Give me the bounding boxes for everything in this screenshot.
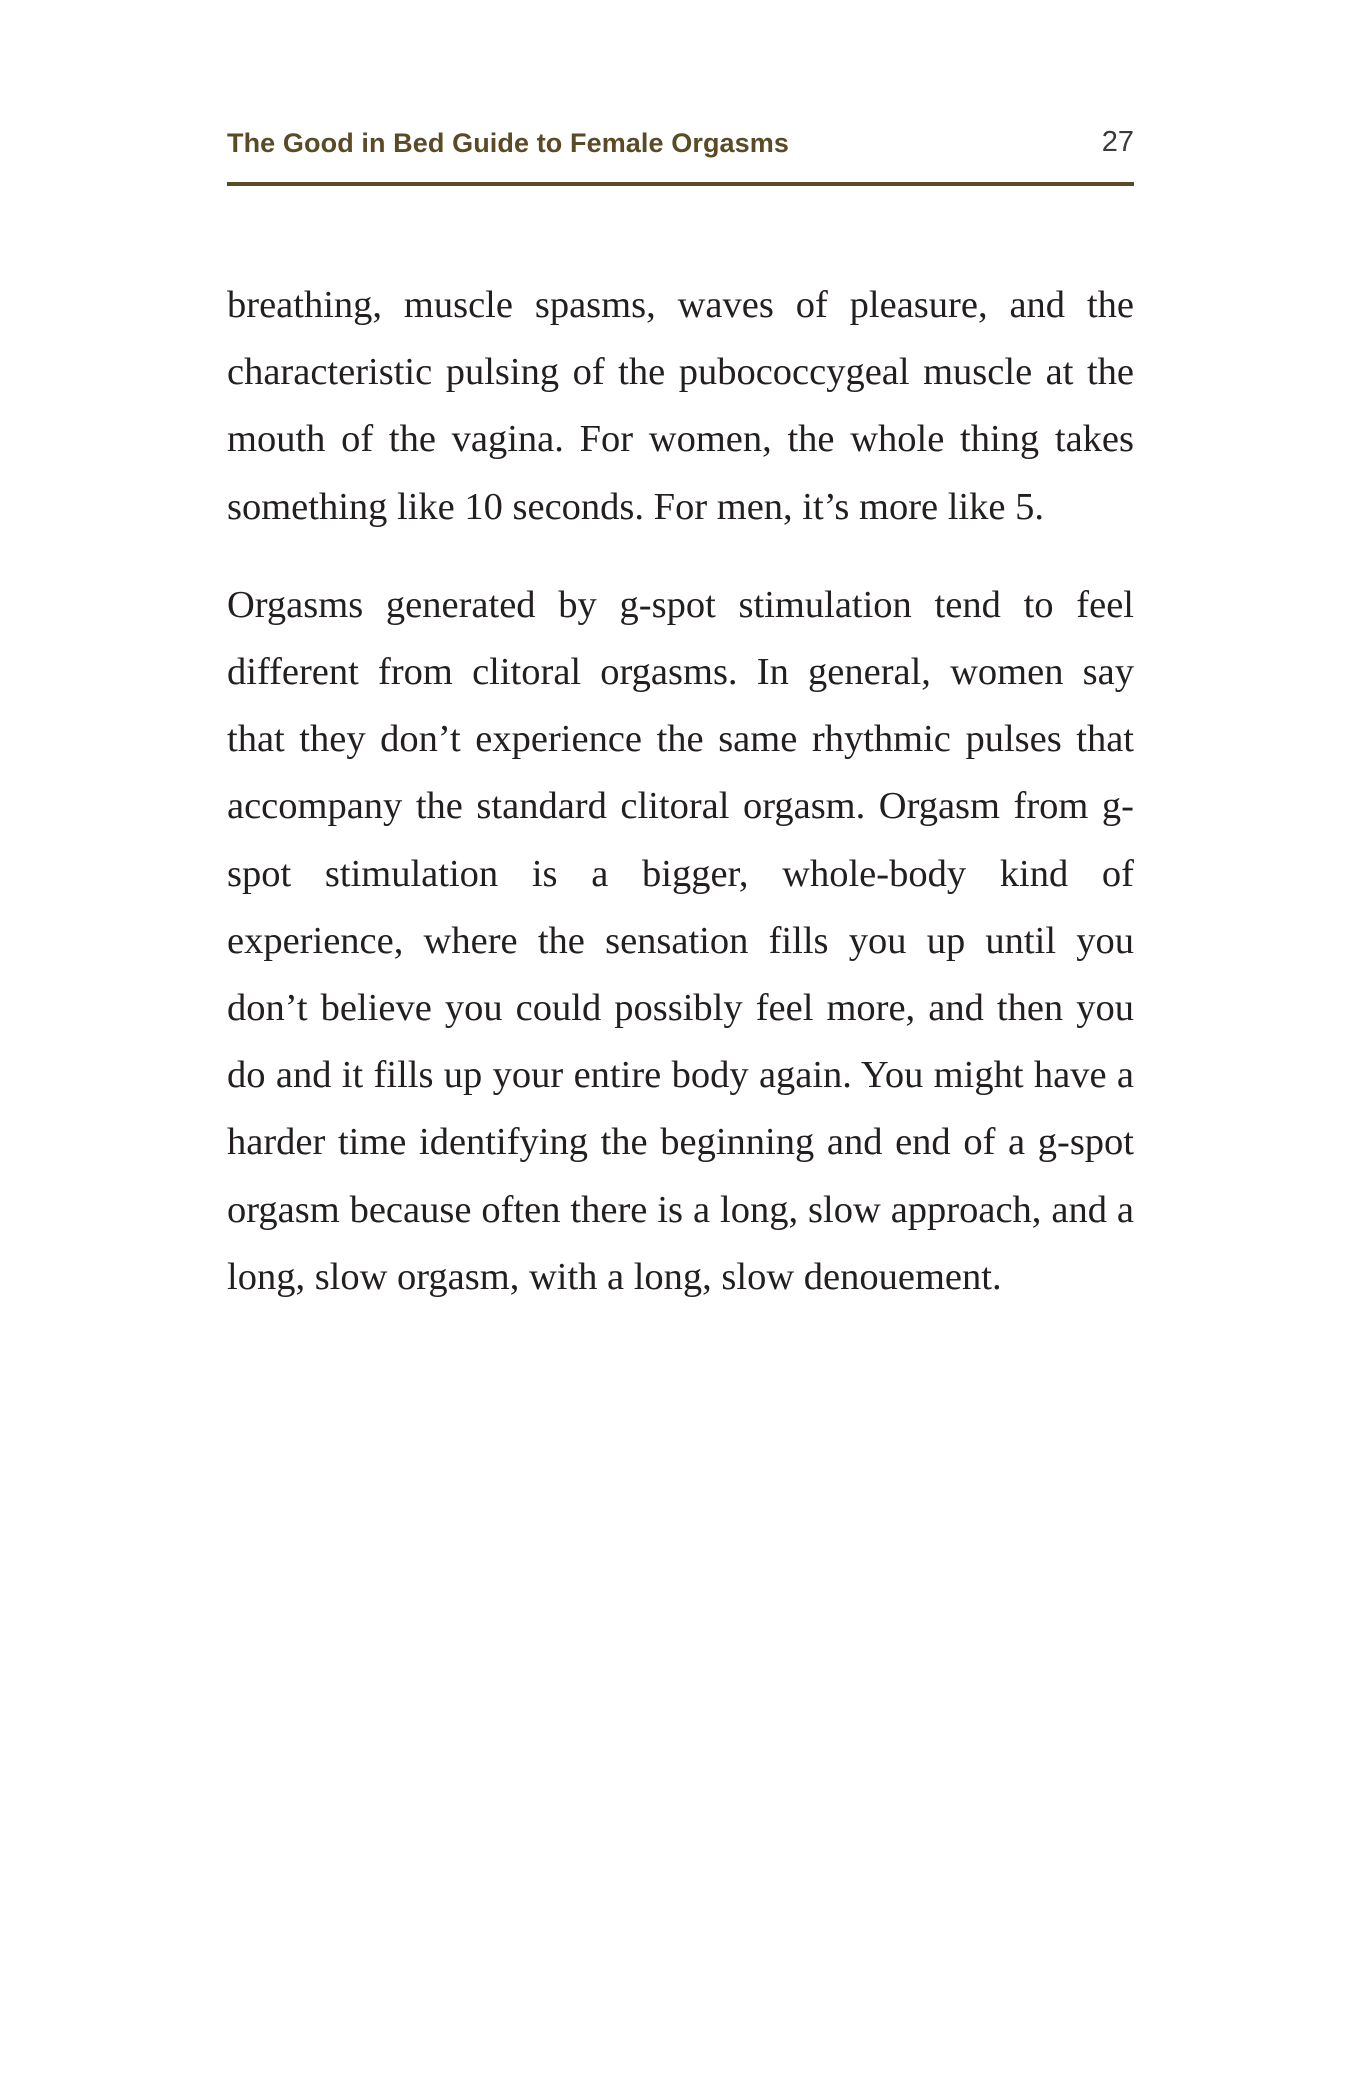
body-text xyxy=(227,272,1134,1311)
paragraph-2: Orgasms generated by g-spot stimulation tend to feel different from clitoral orgasms. In general, women say that they don’t experience the same rhythmic pulses that accompany the standard clitoral orgasm. Orgasm from g-spot stimulation is a bigger, whole-body kind of experience, where the sensation fills you up until you don’t believe you could possibly feel more, and then you do and it fills up your entire body again. You might have a harder time identifying the beginning and end of a g-spot orgasm because often there is a long, slow approach, and a long, slow orgasm, with a long, slow denouement. xyxy=(227,583,1134,1298)
running-header xyxy=(227,122,1134,186)
running-header-title: The Good in Bed Guide to Female Orgasms xyxy=(227,128,789,158)
page-number: 27 xyxy=(1101,126,1134,158)
paragraph-1: breathing, muscle spasms, waves of pleasure, and the characteristic pulsing of the pubococcygeal muscle at the mouth of the vagina. For women, the whole thing takes something like 10 seconds. For men, it’s more like 5. xyxy=(227,284,1134,528)
